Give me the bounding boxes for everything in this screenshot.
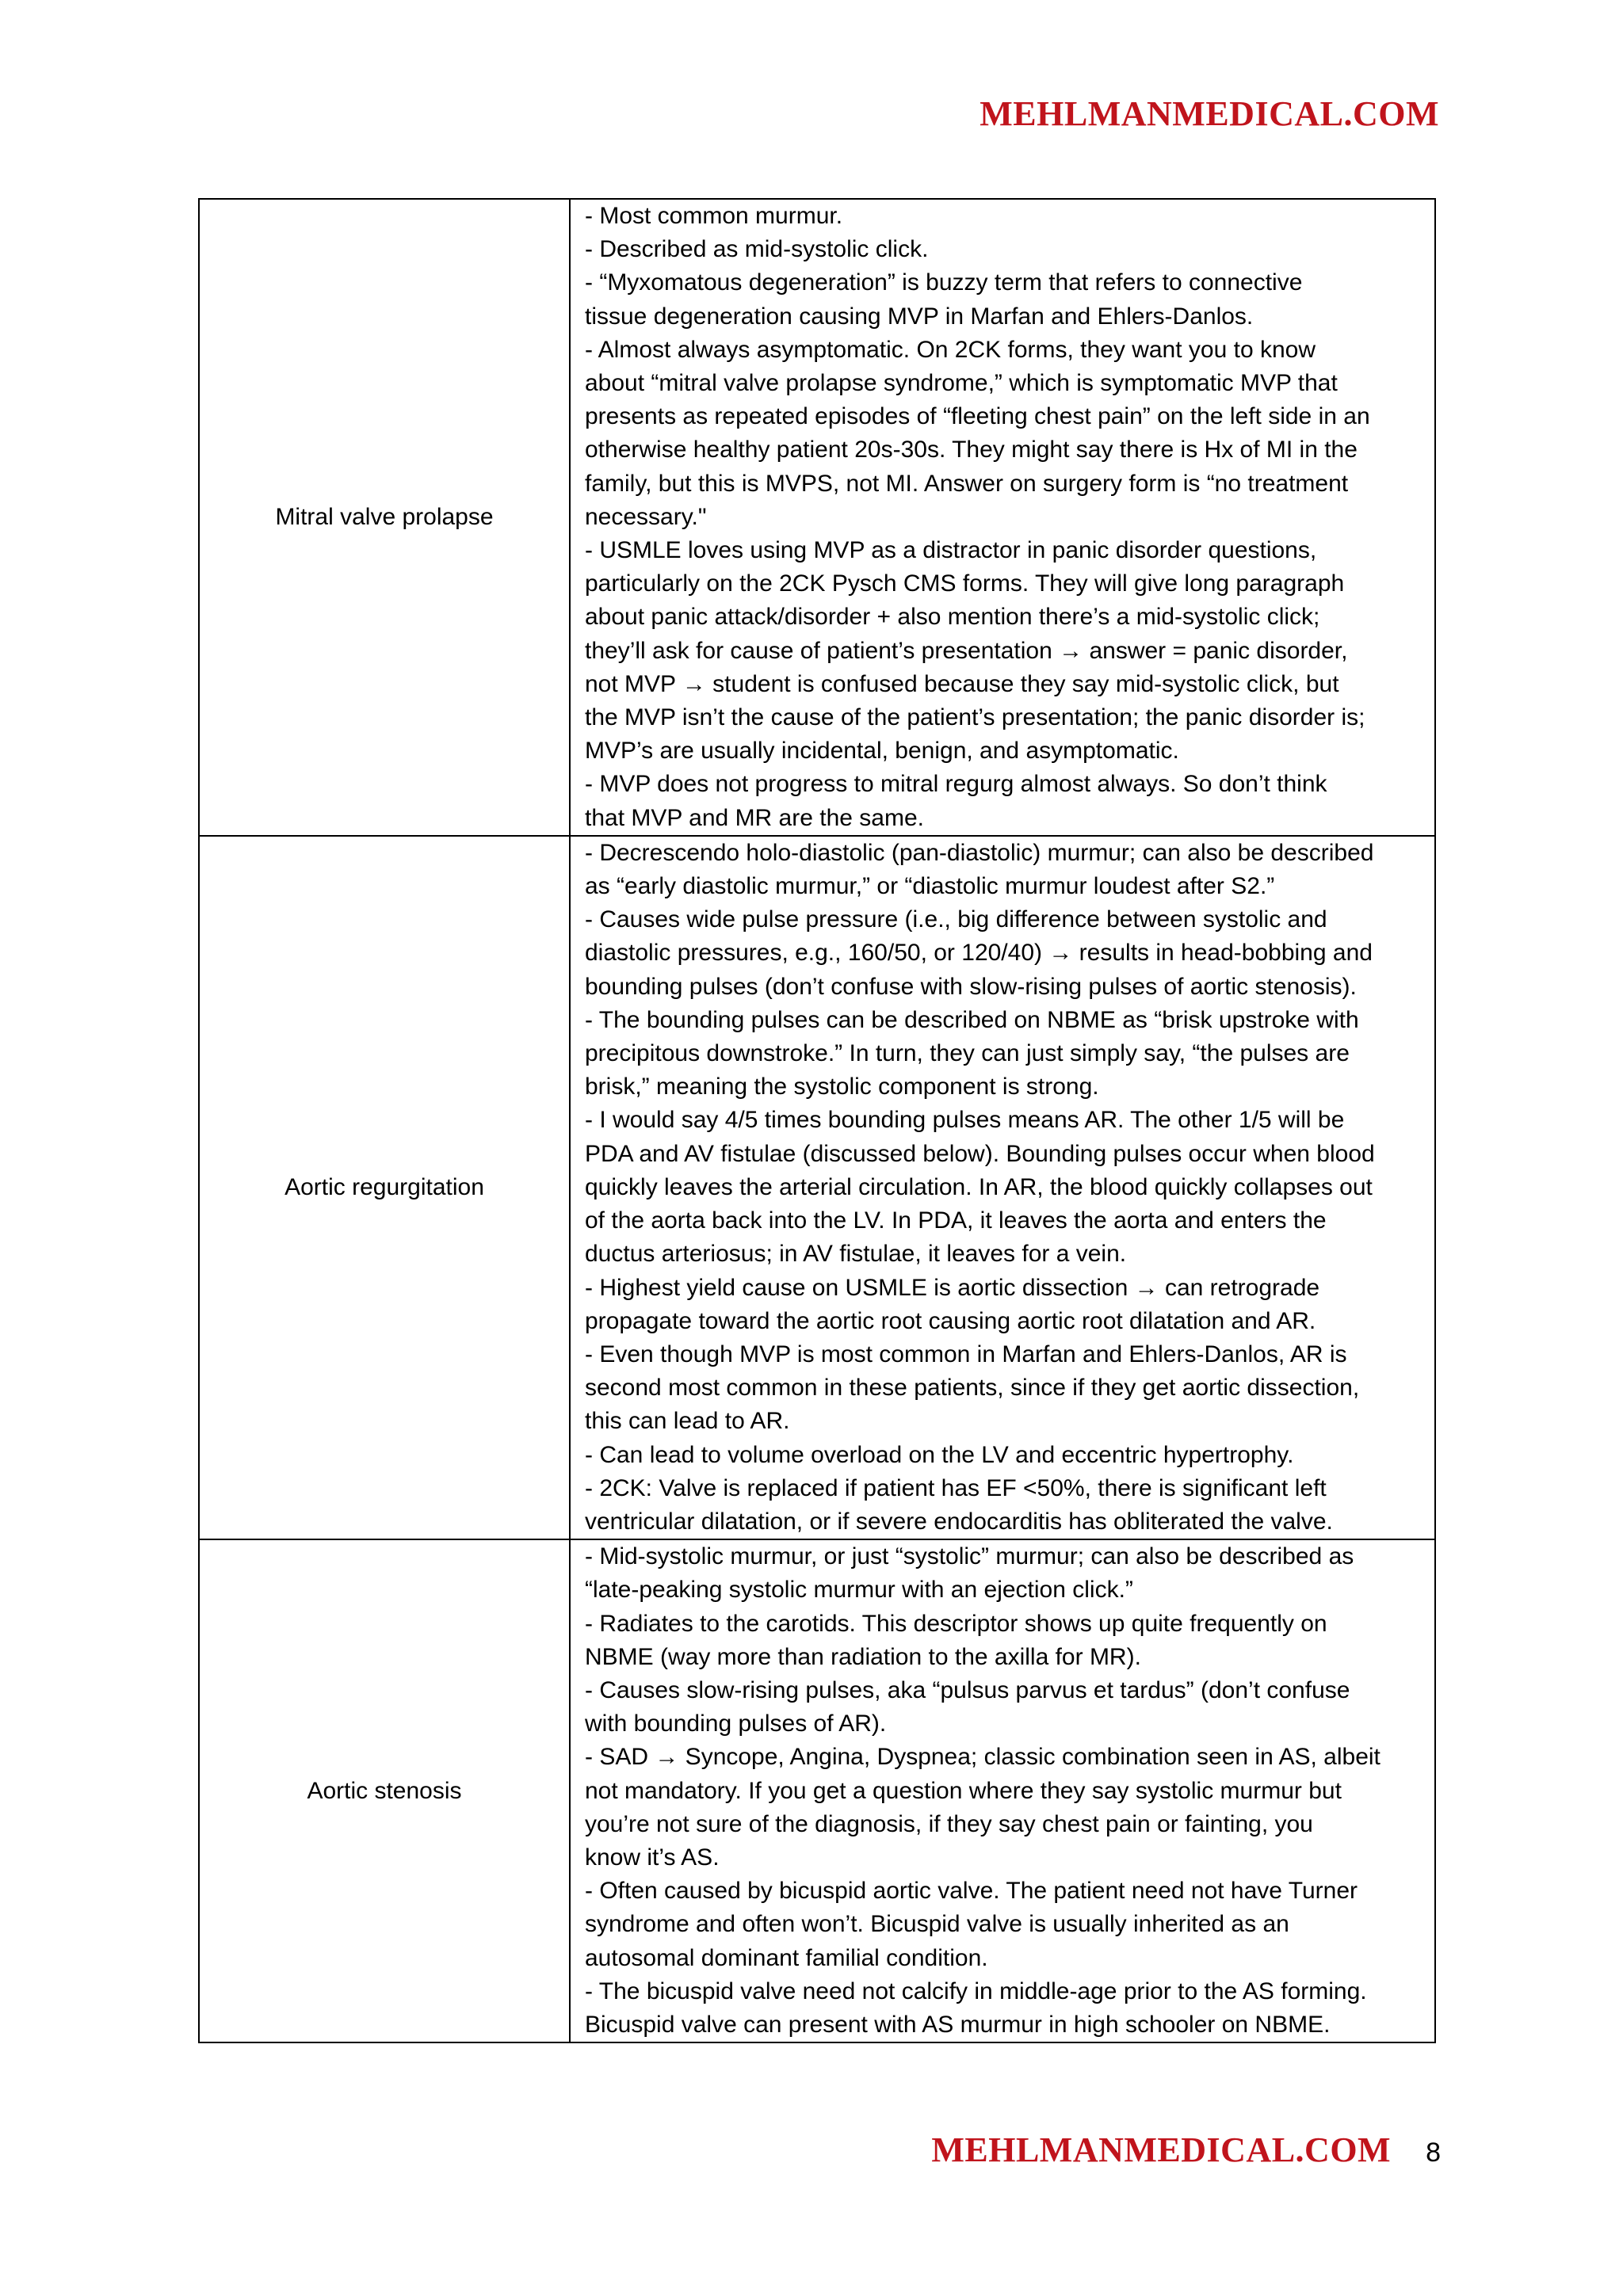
note-line: that MVP and MR are the same.: [585, 804, 924, 831]
note-line: the MVP isn’t the cause of the patient’s presentation; the panic disorder is;: [585, 704, 1365, 731]
note-line: particularly on the 2CK Pysch CMS forms. They will give long paragraph: [585, 570, 1345, 597]
note-line: - Most common murmur.: [585, 203, 843, 229]
note-line: of the aorta back into the LV. In PDA, it leaves the aorta and enters the: [585, 1207, 1327, 1234]
note-line: quickly leaves the arterial circulation. In AR, the blood quickly collapses out: [585, 1173, 1373, 1200]
note-line: NBME (way more than radiation to the axilla for MR).: [585, 1643, 1141, 1670]
note-line: - Radiates to the carotids. This descriptor shows up quite frequently on: [585, 1610, 1327, 1637]
note-line: presents as repeated episodes of “fleeting chest pain” on the left side in an: [585, 403, 1370, 430]
header-brand: MEHLMANMEDICAL.COM: [980, 94, 1439, 133]
note-line: - Decrescendo holo-diastolic (pan-diastolic) murmur; can also be described: [585, 839, 1374, 866]
note-line: - “Myxomatous degeneration” is buzzy term that refers to connective: [585, 269, 1303, 296]
note-line: - The bounding pulses can be described on NBME as “brisk upstroke with: [585, 1006, 1359, 1033]
note-line: as “early diastolic murmur,” or “diastolic murmur loudest after S2.”: [585, 873, 1275, 900]
note-line: autosomal dominant familial condition.: [585, 1944, 988, 1971]
note-line: - Mid-systolic murmur, or just “systolic” murmur; can also be described as: [585, 1543, 1354, 1570]
note-line: this can lead to AR.: [585, 1408, 790, 1435]
note-line: ventricular dilatation, or if severe endocarditis has obliterated the valve.: [585, 1508, 1333, 1535]
note-line: not MVP → student is confused because they say mid-systolic click, but: [585, 670, 1339, 697]
note-line: - Highest yield cause on USMLE is aortic dissection → can retrograde: [585, 1274, 1320, 1301]
murmur-notes-table: [198, 198, 1436, 2043]
table-row-aortic-stenosis: [199, 1539, 1435, 2042]
page-number: 8: [1426, 2138, 1441, 2168]
note-line: family, but this is MVPS, not MI. Answer on surgery form is “no treatment: [585, 470, 1349, 497]
note-line: brisk,” meaning the systolic component is strong.: [585, 1074, 1099, 1100]
note-line: with bounding pulses of AR).: [585, 1711, 887, 1737]
note-line: - USMLE loves using MVP as a distractor in panic disorder questions,: [585, 537, 1317, 564]
note-line: - 2CK: Valve is replaced if patient has EF <50%, there is significant left: [585, 1474, 1327, 1501]
note-line: - Described as mid-systolic click.: [585, 236, 929, 263]
note-line: precipitous downstroke.” In turn, they can just simply say, “the pulses are: [585, 1040, 1350, 1067]
note-line: syndrome and often won’t. Bicuspid valve is usually inherited as an: [585, 1911, 1289, 1938]
note-line: diastolic pressures, e.g., 160/50, or 120/40) → results in head-bobbing and: [585, 940, 1373, 967]
note-line: tissue degeneration causing MVP in Marfan and Ehlers-Danlos.: [585, 303, 1254, 330]
notes-cell: [570, 1539, 1435, 2042]
note-line: - MVP does not progress to mitral regurg almost always. So don’t think: [585, 771, 1327, 798]
note-line: about “mitral valve prolapse syndrome,” which is symptomatic MVP that: [585, 370, 1338, 397]
note-line: second most common in these patients, since if they get aortic dissection,: [585, 1375, 1360, 1402]
note-line: Bicuspid valve can present with AS murmur in high schooler on NBME.: [585, 2011, 1331, 2038]
note-line: “late-peaking systolic murmur with an ejection click.”: [585, 1577, 1133, 1604]
notes-cell: [570, 199, 1435, 836]
note-line: bounding pulses (don’t confuse with slow-rising pulses of aortic stenosis).: [585, 973, 1357, 1000]
note-line: - The bicuspid valve need not calcify in middle-age prior to the AS forming.: [585, 1978, 1367, 2004]
note-line: otherwise healthy patient 20s-30s. They might say there is Hx of MI in the: [585, 437, 1358, 463]
note-line: know it’s AS.: [585, 1844, 720, 1871]
footer-brand: MEHLMANMEDICAL.COM: [931, 2130, 1392, 2169]
note-line: - Causes wide pulse pressure (i.e., big difference between systolic and: [585, 906, 1327, 933]
note-line: - Almost always asymptomatic. On 2CK forms, they want you to know: [585, 336, 1316, 363]
note-line: PDA and AV fistulae (discussed below). Bounding pulses occur when blood: [585, 1140, 1375, 1167]
table-body: [199, 199, 1435, 2042]
note-line: about panic attack/disorder + also mention there’s a mid-systolic click;: [585, 604, 1320, 631]
note-line: - Often caused by bicuspid aortic valve. The patient need not have Turner: [585, 1878, 1358, 1905]
note-line: - Even though MVP is most common in Marfan and Ehlers-Danlos, AR is: [585, 1341, 1347, 1367]
note-line: - SAD → Syncope, Angina, Dyspnea; classic combination seen in AS, albeit: [585, 1744, 1381, 1771]
note-line: not mandatory. If you get a question where they say systolic murmur but: [585, 1777, 1342, 1804]
table-row-aortic-regurgitation: [199, 836, 1435, 1539]
note-line: - I would say 4/5 times bounding pulses means AR. The other 1/5 will be: [585, 1107, 1345, 1134]
topic-cell: Mitral valve prolapse: [199, 199, 570, 836]
note-line: propagate toward the aortic root causing aortic root dilatation and AR.: [585, 1307, 1316, 1334]
note-line: you’re not sure of the diagnosis, if they say chest pain or fainting, you: [585, 1810, 1313, 1837]
notes-cell: [570, 836, 1435, 1539]
page-footer: [931, 2130, 1441, 2170]
topic-cell: Aortic stenosis: [199, 1539, 570, 2042]
note-line: - Can lead to volume overload on the LV and eccentric hypertrophy.: [585, 1441, 1294, 1468]
table-row-mitral-valve-prolapse: [199, 199, 1435, 836]
note-line: ductus arteriosus; in AV fistulae, it leaves for a vein.: [585, 1241, 1127, 1268]
topic-cell: Aortic regurgitation: [199, 836, 570, 1539]
note-line: MVP’s are usually incidental, benign, and asymptomatic.: [585, 738, 1179, 765]
note-line: necessary.": [585, 503, 707, 530]
note-line: - Causes slow-rising pulses, aka “pulsus parvus et tardus” (don’t confuse: [585, 1676, 1350, 1703]
note-line: they’ll ask for cause of patient’s presentation → answer = panic disorder,: [585, 637, 1348, 664]
